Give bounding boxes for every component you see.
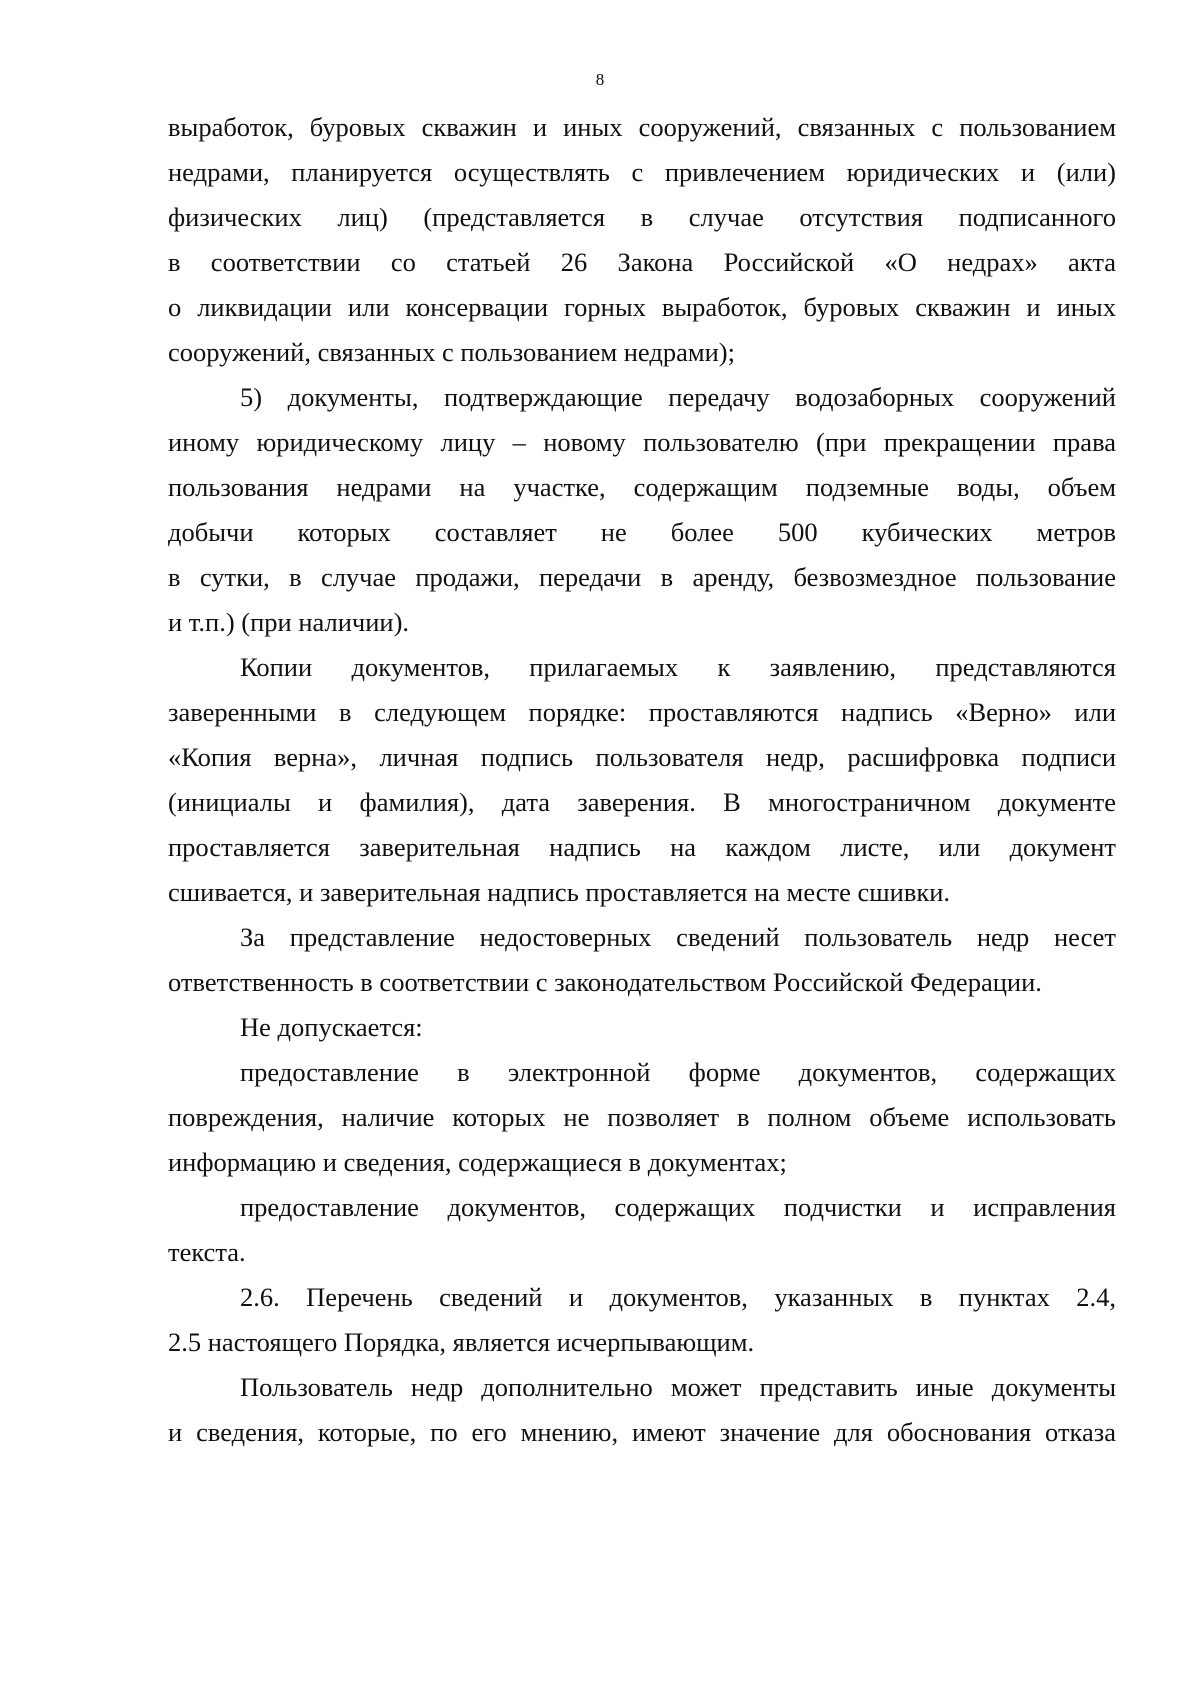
text-line: недрами, планируется осуществлять с привлечением юридических и (или) bbox=[168, 157, 1116, 187]
paragraph-first-line: 2.6. Перечень сведений и документов, указанных в пунктах 2.4, bbox=[240, 1282, 1116, 1312]
text-line: сшивается, и заверительная надпись проставляется на месте сшивки. bbox=[168, 877, 951, 907]
paragraph-first-line: Пользователь недр дополнительно может представить иные документы bbox=[240, 1372, 1116, 1402]
paragraph-first-line: За представление недостоверных сведений пользователь недр несет bbox=[240, 922, 1116, 952]
text-line: сооружений, связанных с пользованием недрами); bbox=[168, 337, 735, 367]
text-line: в соответствии со статьей 26 Закона Российской «О недрах» акта bbox=[168, 247, 1116, 277]
text-line: физических лиц) (представляется в случае отсутствия подписанного bbox=[168, 202, 1116, 232]
text-line: и т.п.) (при наличии). bbox=[168, 607, 410, 637]
paragraph-first-line: предоставление документов, содержащих подчистки и исправления bbox=[240, 1192, 1116, 1222]
text-line: ответственность в соответствии с законодательством Российской Федерации. bbox=[168, 967, 1042, 997]
paragraph-first-line: 5) документы, подтверждающие передачу водозаборных сооружений bbox=[240, 382, 1116, 412]
text-line: 2.5 настоящего Порядка, является исчерпывающим. bbox=[168, 1327, 755, 1357]
text-line: информацию и сведения, содержащиеся в документах; bbox=[168, 1147, 787, 1177]
paragraph-first-line: Копии документов, прилагаемых к заявлению, представляются bbox=[240, 652, 1116, 682]
paragraph-first-line: Не допускается: bbox=[240, 1012, 423, 1042]
text-line: заверенными в следующем порядке: проставляются надпись «Верно» или bbox=[168, 697, 1116, 727]
text-line: о ликвидации или консервации горных выработок, буровых скважин и иных bbox=[168, 292, 1116, 322]
page-number: 8 bbox=[595, 70, 605, 89]
text-line: проставляется заверительная надпись на каждом листе, или документ bbox=[168, 832, 1116, 862]
text-line: и сведения, которые, по его мнению, имеют значение для обоснования отказа bbox=[168, 1417, 1116, 1447]
text-line: повреждения, наличие которых не позволяет в полном объеме использовать bbox=[168, 1102, 1116, 1132]
text-line: выработок, буровых скважин и иных сооружений, связанных с пользованием bbox=[168, 112, 1116, 142]
text-line: текста. bbox=[168, 1237, 246, 1267]
text-line: «Копия верна», личная подпись пользователя недр, расшифровка подписи bbox=[168, 742, 1116, 772]
text-line: добычи которых составляет не более 500 кубических метров bbox=[168, 517, 1116, 547]
text-line: (инициалы и фамилия), дата заверения. В многостраничном документе bbox=[168, 787, 1116, 817]
text-line: иному юридическому лицу – новому пользователю (при прекращении права bbox=[168, 427, 1116, 457]
paragraph-first-line: предоставление в электронной форме документов, содержащих bbox=[240, 1057, 1116, 1087]
text-line: в сутки, в случае продажи, передачи в аренду, безвозмездное пользование bbox=[168, 562, 1116, 592]
text-line: пользования недрами на участке, содержащим подземные воды, объем bbox=[168, 472, 1116, 502]
